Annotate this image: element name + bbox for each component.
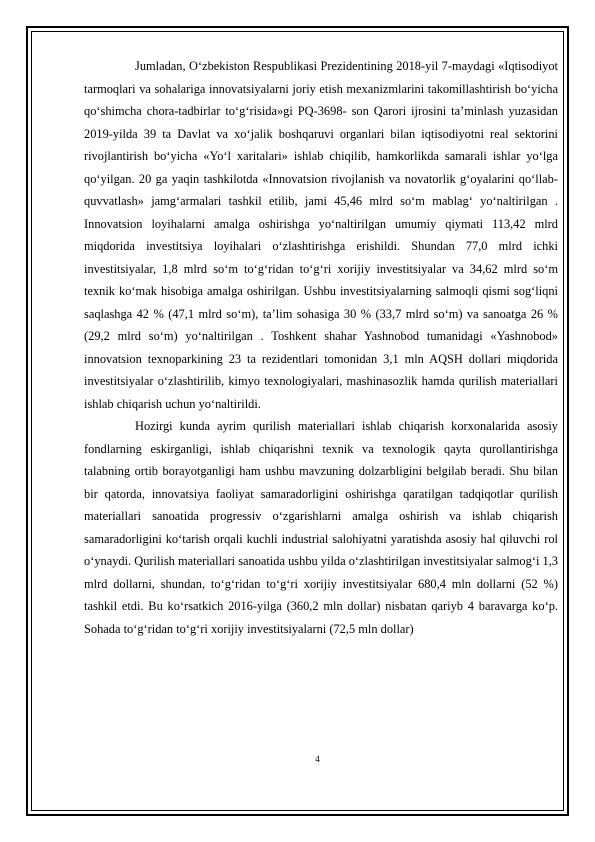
paragraph-1: Jumladan, O‘zbekiston Respublikasi Prezidentining 2018-yil 7-maydagi «Iqtisodiyot tarmoqlari va sohalariga innovatsiyalarni joriy etish mexanizmlarini takomillashtirish bo‘yicha qo‘shimcha chora-tadbirlar to‘g‘risida»gi PQ-3698- son Qarori ijrosini ta’minlash yuzasidan 2019-yilda 39 ta Davlat va xo‘jalik boshqaruvi organlari bilan iqtisodiyotni real sektorini rivojlantirish bo‘yicha «Yo‘l xaritalari» ishlab chiqilib, hamkorlikda samarali ishlar yo‘lga qo‘yilgan. 20 ga yaqin tashkilotda «Innovatsion rivojlanish va novatorlik g‘oyalarini qo‘llab-quvvatlash» jamg‘armalari tashkil etilib, jami 45,46 mlrd so‘m mablag‘ yo‘naltirilgan . Innovatsion loyihalarni amalga oshirishga yo‘naltirilgan umumiy qiymati 113,42 mlrd miqdorida investitsiya loyihalari o‘zlashtirishga erishildi. Shundan 77,0 mlrd ichki investitsiyalar, 1,8 mlrd so‘m to‘g‘ridan to‘g‘ri xorijiy investitsiyalar va 34,62 mlrd so‘m texnik ko‘mak hisobiga amalga oshirilgan. Ushbu investitsiyalarning salmoqli qismi sog‘liqni saqlashga 42 % (47,1 mlrd so‘m), ta’lim sohasiga 30 % (33,7 mlrd so‘m) va sanoatga 26 % (29,2 mlrd so‘m) yo‘naltirilgan . Toshkent shahar Yashnobod tumanidagi «Yashnobod» innovatsion texnoparkining 23 ta rezidentlari tomonidan 3,1 mln AQSH dollari miqdorida investitsiyalar o‘zlashtirilib, kimyo texnologiyalari, mashinasozlik hamda qurilish materiallari ishlab chiqarish uchun yo‘naltirildi. xyxy=(84,59,558,411)
document-body xyxy=(84,55,558,640)
paragraph-2: Hozirgi kunda ayrim qurilish materiallari ishlab chiqarish korxonalarida asosiy fondlarning eskirganligi, ishlab chiqarishni texnik va texnologik qayta qurollantirishga talabning ortib borayotganligi ham ushbu mavzuning dolzarbligini belgilab beradi. Shu bilan bir qatorda, innovatsiya faoliyat samaradorligini oshirishga qaratilgan tadqiqotlar qurilish materiallari sanoatida progressiv o‘zgarishlarni amalga oshirish va ishlab chiqarish samaradorligini ko‘tarish orqali kuchli industrial salohiyatni yaratishda asosiy hal qiluvchi rol o‘ynaydi. Qurilish materiallari sanoatida ushbu yilda o‘zlashtirilgan investitsiyalar salmog‘i 1,3 mlrd dollarni, shundan, to‘g‘ridan to‘g‘ri xorijiy investitsiyalar 680,4 mln dollarni (52 %) tashkil etdi. Bu ko‘rsatkich 2016-yilga (360,2 mln dollar) nisbatan qariyb 4 baravarga ko‘p. Sohada to‘g‘ridan to‘g‘ri xorijiy investitsiyalarni (72,5 mln dollar) xyxy=(84,419,558,636)
page-number: 4 xyxy=(315,754,320,764)
